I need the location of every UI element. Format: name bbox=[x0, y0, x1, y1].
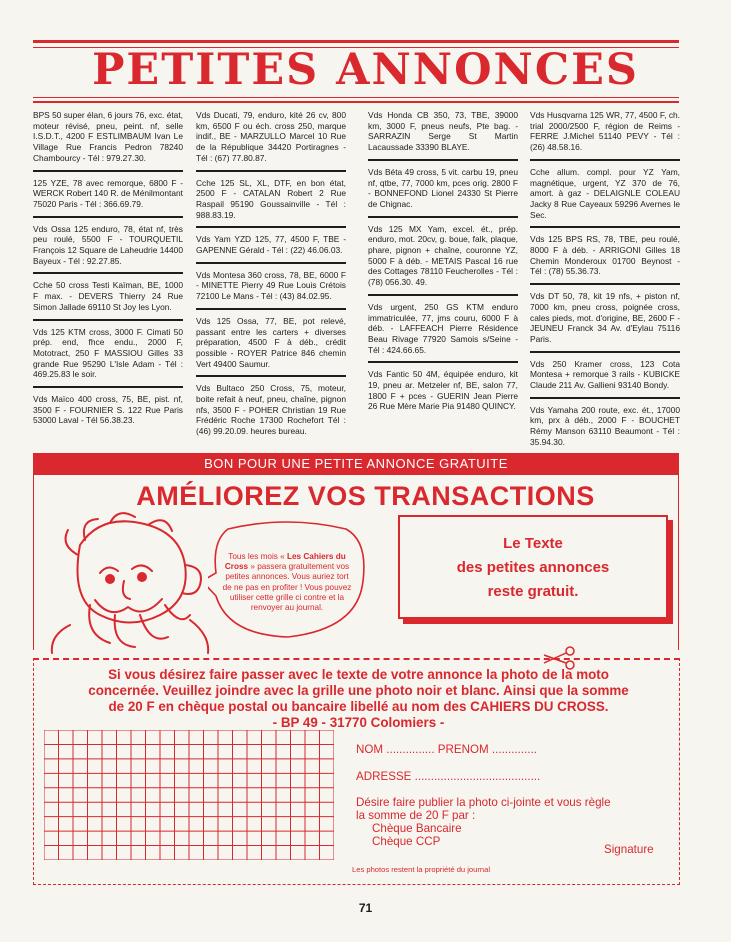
coupon-line-1: Si vous désirez faire passer avec le texte de votre annonce la photo de la moto bbox=[108, 667, 609, 682]
classified-ad: Cche 50 cross Testi Kaïman, BE, 1000 F max. - DEVERS Thierry 24 Rue Simon Jallade 69110 St Joy les Lyon. bbox=[33, 280, 183, 312]
ad-column-4 bbox=[530, 110, 680, 448]
publish-request: Désire faire publier la photo ci-jointe et vous règle bbox=[356, 796, 611, 809]
ad-column-3 bbox=[368, 110, 518, 412]
ad-separator bbox=[368, 361, 518, 363]
notice-line-3: reste gratuit. bbox=[487, 583, 579, 600]
bubble-intro: Tous les mois « bbox=[228, 552, 285, 561]
ad-separator bbox=[530, 397, 680, 399]
option-cheque-bancaire[interactable]: Chèque Bancaire bbox=[372, 822, 462, 835]
photo-ownership-note: Les photos restent la propriété du journal bbox=[352, 865, 491, 874]
ad-separator bbox=[368, 294, 518, 296]
promo-headline: AMÉLIOREZ VOS TRANSACTIONS bbox=[136, 481, 595, 511]
classified-ad: Vds Béta 49 cross, 5 vit. carbu 19, pneu nf, qtbe, 77, 7000 km, pces orig. 2800 F - BONNEFOND Lionel 24330 St Pierre de Chignac. bbox=[368, 166, 518, 209]
ad-separator bbox=[530, 226, 680, 228]
classified-ad: BPS 50 super élan, 6 jours 76, exc. état, moteur révisé, pneu, peint. nf, selle I.S.D.T., 4200 F ESTLIMBAUM Ivan Le Village Rue Francis Pedron 78240 Chambourcy - Tél : 979.27.30. bbox=[33, 110, 183, 163]
classified-ad: Vds Montesa 360 cross, 78, BE, 6000 F - MINETTE Pierry 49 Rue Louis Crétois 72100 Le Mans - Tél : (43) 84.02.95. bbox=[196, 269, 346, 302]
classified-ad: Cche 125 SL, XL, DTF, en bon état, 2500 F - CATALAN Robert 2 Rue Raspail 95190 Goussainville - Tél : 988.83.19. bbox=[196, 177, 346, 220]
ad-separator bbox=[196, 375, 346, 377]
ad-separator bbox=[530, 351, 680, 353]
ad-separator bbox=[196, 226, 346, 228]
ad-separator bbox=[33, 216, 183, 218]
coupon-line-2: concernée. Veuillez joindre avec la grille une photo noir et blanc. Ainsi que la somme bbox=[88, 683, 629, 698]
classified-ad: Vds Maïco 400 cross, 75, BE, pist. nf, 3500 F - FOURNIER S. 122 Rue Paris 53000 Laval - Tél 56.38.23. bbox=[33, 394, 183, 426]
name-field[interactable]: NOM ............... PRENOM .............. bbox=[356, 743, 538, 756]
classified-ad: Vds Ossa 125 enduro, 78, état nf, très peu roulé, 5500 F - TOURQUETIL François 12 Square de Laheudrie 14400 Bayeux - Tél : 92.27.85. bbox=[33, 223, 183, 266]
option-cheque-ccp[interactable]: Chèque CCP bbox=[372, 835, 441, 848]
classified-ad: Vds Bultaco 250 Cross, 75, moteur, boite refait à neuf, pneu, chaîne, pignon nfs, 3500 F - POHER Christian 19 Rue Frédéric Roche 17300 Rochefort Tél : (46) 99.20.09. heures bureau. bbox=[196, 383, 346, 437]
banner-text: BON POUR UNE PETITE ANNONCE GRATUITE bbox=[204, 456, 508, 471]
ad-separator bbox=[196, 170, 346, 172]
classified-ad: Vds Fantic 50 4M, équipée enduro, kit 19, pneu ar. Metzeler nf, BE, salon 77, 1800 F + pces - GUERIN Jean Pierre 26 Rue Mère Marie Pia 91480 QUINCY. bbox=[368, 369, 518, 412]
bearded-rider-cartoon bbox=[40, 505, 215, 655]
signature-field[interactable]: Signature bbox=[604, 843, 654, 856]
bubble-rest: » passera gratuitement vos petites annonces. Vous auriez tort de ne pas en profiter ! Vous pouvez utiliser cette grille ci contre et la renvoyer au journal. bbox=[222, 562, 352, 613]
coupon-line-3: de 20 F en chèque postal ou bancaire libellé au nom des CAHIERS DU CROSS. bbox=[108, 699, 609, 714]
payment-amount: la somme de 20 F par : bbox=[356, 809, 476, 822]
classified-ad: Vds Honda CB 350, 73, TBE, 39000 km, 3000 F, pneus neufs, Pte bag. - SARRAZIN Serge St Martin Lacaussade 33390 BLAYE. bbox=[368, 110, 518, 153]
classified-ad: Vds Yamaha 200 route, exc. ét., 17000 km, prx à déb., 2000 F - BOUCHET Rémy Manson 63110 Beaumont - Tél : 35.94.30. bbox=[530, 404, 680, 447]
address-field[interactable]: ADRESSE ....................................... bbox=[356, 770, 541, 783]
title-underline bbox=[33, 101, 679, 103]
notice-text bbox=[400, 532, 666, 604]
page-title: PETITES ANNONCES bbox=[92, 45, 639, 95]
ad-separator bbox=[33, 386, 183, 388]
classified-ad: Vds Husqvarna 125 WR, 77, 4500 F, ch. trial 2000/2500 F, région de Reims - FERRE J.Michel 51140 PEVY - Tél : (26) 48.58.16. bbox=[530, 110, 680, 153]
ad-column-1 bbox=[33, 110, 183, 426]
classified-ad: Vds Ducati, 79, enduro, kité 26 cv, 800 km, 6500 F ou éch. cross 250, marque indif., BE - MARZULLO Marcel 10 Rue de la République 34420 Portiragnes - Tél : (67) 77.80.87. bbox=[196, 110, 346, 163]
coupon-address: - BP 49 - 31770 Colomiers - bbox=[272, 715, 445, 730]
notice-line-1: Le Texte bbox=[503, 535, 563, 552]
ad-text-grid[interactable] bbox=[44, 730, 334, 860]
ad-separator bbox=[530, 159, 680, 161]
ad-separator bbox=[33, 319, 183, 321]
classified-ad: Vds 125 KTM cross, 3000 F. Cimati 50 prép. end, fhce endu., 2000 F, Mototract, 250 F MASSIOU Gilles 33 grande Rue 95290 L'Isle Adam - Tél : 469.25.83 le soir. bbox=[33, 326, 183, 380]
free-text-notice bbox=[398, 515, 668, 619]
bubble-journal-name: Les Cahiers du Cross bbox=[224, 552, 346, 572]
classified-ad: Vds 125 BPS RS, 78, TBE, peu roulé, 8000 F à déb. - ARRIGONI Gilles 18 Chemin Monderoux 01700 Beynost - Tél : (78) 55.36.73. bbox=[530, 234, 680, 277]
ad-separator bbox=[368, 216, 518, 218]
page-number: 71 bbox=[358, 901, 373, 915]
classified-ad: Vds 125 Ossa, 77, BE, pot relevé, passant entre les carters + diverses préparation, 4500 F à déb., crédit possible - ROYER Patrice 846 chemin Vert 49400 Saumur. bbox=[196, 315, 346, 369]
bubble-text bbox=[222, 552, 352, 613]
notice-line-2: des petites annonces bbox=[456, 559, 610, 576]
classified-ad: Vds 250 Kramer cross, 123 Cota Montesa + remorque 3 rails - KUBICKE Claude 211 Av. Gallieni 93140 Bondy. bbox=[530, 358, 680, 391]
classified-ad: Vds 125 MX Yam, excel. ét., prép. enduro, mot. 20cv, g. boue, falk, plaque, phare, pignon + chaîne, couronne YZ, 5000 F à déb. - METAIS Pascal 16 rue des Cottages 78110 Feucherolles - Tél : (78) 056.30. 49. bbox=[368, 223, 518, 288]
title-underline-thin bbox=[33, 97, 679, 98]
coupon-instructions bbox=[40, 667, 677, 731]
classified-ad: 125 YZE, 78 avec remorque, 6800 F - WERCK Robert 140 R. de Ménilmontant 75020 Paris - Tél : 366.69.79. bbox=[33, 177, 183, 209]
free-ad-banner bbox=[33, 453, 679, 475]
ad-separator bbox=[33, 170, 183, 172]
classified-ad: Vds Yam YZD 125, 77, 4500 F, TBE - GAPENNE Gérald - Tél : (22) 46.06.03. bbox=[196, 234, 346, 256]
ad-column-2 bbox=[196, 110, 346, 437]
ad-separator bbox=[196, 262, 346, 264]
ad-separator bbox=[196, 308, 346, 310]
top-rule bbox=[33, 40, 679, 43]
classified-ad: Vds urgent, 250 GS KTM enduro immatriculée, 77, jms couru, 6000 F à déb. - LAFFEACH Pierre Résidence Beau Rivage 77920 Samois s/Seine - Tél : 424.66.65. bbox=[368, 301, 518, 355]
classified-ad: Cche allum. compl. pour YZ Yam, magnétique, urgent, YZ 370 de 76, amort. à gaz - DELAIGNLE COLEAU Jacky 8 Rue Cayeaux 59296 Avernes le Sec. bbox=[530, 166, 680, 220]
ad-separator bbox=[368, 159, 518, 161]
ad-separator bbox=[530, 283, 680, 285]
classified-ad: Vds DT 50, 78, kit 19 nfs, + piston nf, 7000 km, pneu cross, poignée cross, cales pieds, mot. d'origine, BE, 2600 F - JEUNEU Franck 34 Av. d'Eylau 75116 Paris. bbox=[530, 291, 680, 344]
ad-separator bbox=[33, 272, 183, 274]
